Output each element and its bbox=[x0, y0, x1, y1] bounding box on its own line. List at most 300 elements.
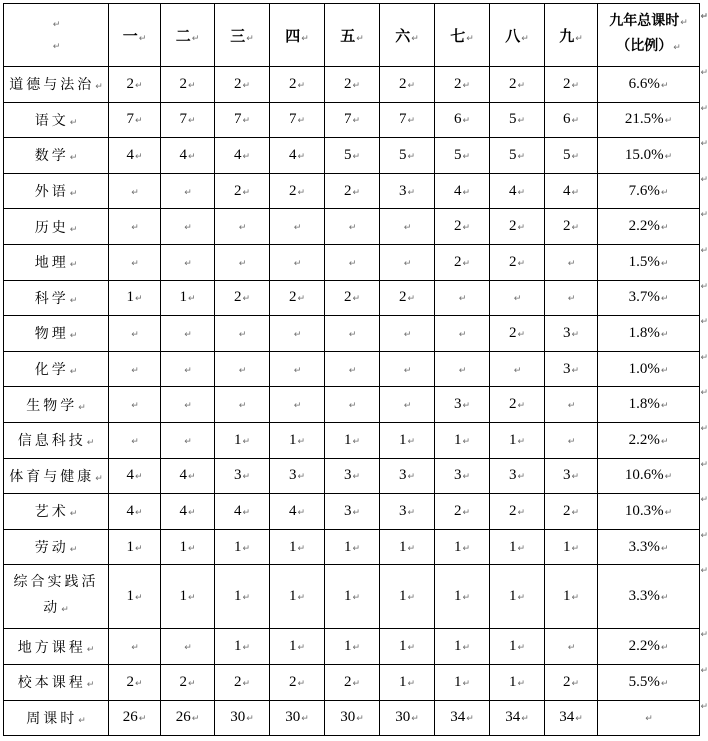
weekly-hours-cell bbox=[215, 280, 270, 316]
weekly-hours-value: 1 ↵ bbox=[563, 539, 579, 555]
ratio-value: 21.5% ↵ bbox=[625, 111, 672, 127]
weekly-hours-value: 4 ↵ bbox=[126, 147, 142, 163]
weekly-hours-cell bbox=[490, 422, 545, 458]
weekly-hours-value bbox=[348, 218, 357, 234]
weekly-hours-value bbox=[238, 254, 247, 270]
ratio-value: 1.8% ↵ bbox=[629, 325, 669, 341]
weekly-hours-cell bbox=[161, 664, 215, 700]
grade-header bbox=[109, 4, 161, 67]
table-row bbox=[4, 102, 700, 138]
weekly-hours-cell bbox=[270, 664, 325, 700]
weekly-hours-cell bbox=[545, 280, 598, 316]
weekly-hours-value bbox=[348, 361, 357, 377]
weekly-hours-value bbox=[130, 638, 139, 654]
weekly-hours-cell bbox=[490, 458, 545, 494]
weekly-hours-cell bbox=[270, 138, 325, 174]
subject-name: 综合实践活动 ↵ bbox=[14, 575, 99, 616]
grade-label: 八 ↵ bbox=[505, 29, 529, 45]
weekly-hours-cell bbox=[161, 458, 215, 494]
weekly-hours-cell bbox=[545, 244, 598, 280]
weekly-hours-cell bbox=[161, 316, 215, 352]
ratio-value: 10.6% ↵ bbox=[625, 467, 672, 483]
weekly-hours-value bbox=[567, 638, 576, 654]
ratio-cell bbox=[598, 494, 700, 530]
grade-header bbox=[435, 4, 490, 67]
weekly-hours-cell bbox=[325, 629, 380, 665]
ratio-value: 1.0% ↵ bbox=[629, 361, 669, 377]
grade-label: 六 ↵ bbox=[395, 29, 419, 45]
weekly-hours-value: 1 ↵ bbox=[509, 638, 525, 654]
subject-name: 道德与法治 ↵ bbox=[9, 78, 103, 93]
weekly-hours-cell bbox=[545, 494, 598, 530]
weekly-hours-value bbox=[130, 432, 139, 448]
weekly-hours-value: 2 ↵ bbox=[344, 183, 360, 199]
weekly-hours-value: 2 ↵ bbox=[289, 183, 305, 199]
weekly-hours-cell bbox=[161, 67, 215, 103]
table-row bbox=[4, 173, 700, 209]
curriculum-hours-table bbox=[3, 3, 700, 736]
weekly-hours-cell bbox=[545, 664, 598, 700]
table-row bbox=[4, 700, 700, 736]
weekly-hours-cell bbox=[270, 529, 325, 565]
weekly-hours-value: 30 ↵ bbox=[285, 709, 309, 725]
ratio-value: 1.5% ↵ bbox=[629, 254, 669, 270]
weekly-hours-cell bbox=[325, 316, 380, 352]
grade-header bbox=[270, 4, 325, 67]
weekly-hours-value bbox=[183, 638, 192, 654]
grade-label: 七 ↵ bbox=[450, 29, 474, 45]
weekly-hours-value: 4 ↵ bbox=[126, 467, 142, 483]
weekly-hours-value: 1 ↵ bbox=[234, 638, 250, 654]
weekly-hours-value: 1 ↵ bbox=[454, 638, 470, 654]
weekly-hours-cell bbox=[325, 209, 380, 245]
weekly-hours-cell bbox=[380, 173, 435, 209]
weekly-hours-cell bbox=[380, 102, 435, 138]
weekly-hours-cell bbox=[380, 138, 435, 174]
weekly-hours-cell bbox=[161, 529, 215, 565]
weekly-hours-value: 7 ↵ bbox=[344, 111, 360, 127]
weekly-hours-value: 3 ↵ bbox=[563, 467, 579, 483]
weekly-hours-value bbox=[238, 325, 247, 341]
weekly-hours-value: 3 ↵ bbox=[509, 467, 525, 483]
weekly-hours-value: 2 ↵ bbox=[454, 503, 470, 519]
weekly-hours-value: 4 ↵ bbox=[234, 147, 250, 163]
row-end-mark bbox=[700, 175, 708, 185]
weekly-hours-cell bbox=[545, 700, 598, 736]
row-end-mark bbox=[700, 353, 708, 363]
weekly-hours-cell bbox=[490, 494, 545, 530]
weekly-hours-cell bbox=[490, 351, 545, 387]
weekly-hours-value: 3 ↵ bbox=[344, 503, 360, 519]
weekly-hours-value bbox=[403, 218, 412, 234]
weekly-hours-value: 3 ↵ bbox=[344, 467, 360, 483]
weekly-hours-cell bbox=[161, 351, 215, 387]
weekly-hours-value bbox=[567, 432, 576, 448]
weekly-hours-cell bbox=[490, 565, 545, 629]
weekly-hours-value: 1 ↵ bbox=[344, 539, 360, 555]
weekly-hours-cell bbox=[270, 102, 325, 138]
weekly-hours-cell bbox=[109, 458, 161, 494]
weekly-hours-value: 2 ↵ bbox=[179, 674, 195, 690]
weekly-hours-value: 2 ↵ bbox=[563, 503, 579, 519]
weekly-hours-cell bbox=[545, 316, 598, 352]
weekly-hours-value: 1 ↵ bbox=[289, 588, 305, 604]
weekly-hours-value: 3 ↵ bbox=[234, 467, 250, 483]
subject-name: 历史 ↵ bbox=[35, 221, 78, 236]
table-row bbox=[4, 244, 700, 280]
weekly-hours-cell bbox=[325, 458, 380, 494]
weekly-hours-cell bbox=[109, 565, 161, 629]
weekly-hours-cell bbox=[325, 387, 380, 423]
weekly-hours-cell bbox=[545, 565, 598, 629]
weekly-hours-value: 2 ↵ bbox=[234, 183, 250, 199]
weekly-hours-cell bbox=[435, 244, 490, 280]
weekly-hours-cell bbox=[161, 422, 215, 458]
weekly-hours-value: 34 ↵ bbox=[450, 709, 474, 725]
header-row bbox=[4, 4, 700, 67]
weekly-hours-value bbox=[403, 254, 412, 270]
weekly-hours-value: 1 ↵ bbox=[399, 638, 415, 654]
weekly-hours-cell bbox=[161, 387, 215, 423]
weekly-hours-value bbox=[130, 361, 139, 377]
weekly-hours-value bbox=[130, 325, 139, 341]
weekly-hours-value bbox=[403, 396, 412, 412]
grade-label: 一 ↵ bbox=[123, 29, 147, 45]
row-end-mark bbox=[700, 68, 708, 78]
weekly-hours-cell bbox=[380, 629, 435, 665]
weekly-hours-value: 2 ↵ bbox=[509, 76, 525, 92]
ratio-value: 5.5% ↵ bbox=[629, 674, 669, 690]
table-row bbox=[4, 529, 700, 565]
weekly-hours-value: 1 ↵ bbox=[454, 539, 470, 555]
weekly-hours-value: 1 ↵ bbox=[454, 588, 470, 604]
weekly-hours-cell bbox=[109, 280, 161, 316]
weekly-hours-cell bbox=[435, 173, 490, 209]
weekly-hours-cell bbox=[490, 138, 545, 174]
weekly-hours-cell bbox=[215, 67, 270, 103]
ratio-value bbox=[644, 709, 653, 725]
weekly-hours-value: 5 ↵ bbox=[563, 147, 579, 163]
grade-header bbox=[161, 4, 215, 67]
weekly-hours-cell bbox=[161, 102, 215, 138]
weekly-hours-value: 6 ↵ bbox=[563, 111, 579, 127]
weekly-hours-value: 2 ↵ bbox=[454, 218, 470, 234]
grade-header bbox=[490, 4, 545, 67]
weekly-hours-value: 4 ↵ bbox=[179, 503, 195, 519]
weekly-hours-cell bbox=[109, 209, 161, 245]
weekly-hours-value: 3 ↵ bbox=[399, 467, 415, 483]
weekly-hours-cell bbox=[380, 458, 435, 494]
weekly-hours-value: 7 ↵ bbox=[234, 111, 250, 127]
weekly-hours-cell bbox=[161, 209, 215, 245]
weekly-hours-value: 26 ↵ bbox=[123, 709, 147, 725]
ratio-value: 3.3% ↵ bbox=[629, 588, 669, 604]
weekly-hours-value: 34 ↵ bbox=[559, 709, 583, 725]
weekly-hours-cell bbox=[490, 700, 545, 736]
ratio-cell bbox=[598, 316, 700, 352]
ratio-value: 3.7% ↵ bbox=[629, 289, 669, 305]
row-end-mark bbox=[700, 246, 708, 256]
weekly-hours-value bbox=[348, 325, 357, 341]
weekly-hours-value: 1 ↵ bbox=[509, 674, 525, 690]
weekly-hours-value: 1 ↵ bbox=[126, 289, 142, 305]
weekly-hours-cell bbox=[161, 280, 215, 316]
weekly-hours-value: 5 ↵ bbox=[454, 147, 470, 163]
weekly-hours-cell bbox=[270, 316, 325, 352]
weekly-hours-value: 2 ↵ bbox=[563, 76, 579, 92]
weekly-hours-value: 4 ↵ bbox=[126, 503, 142, 519]
ratio-value: 2.2% ↵ bbox=[629, 218, 669, 234]
subject-cell bbox=[4, 700, 109, 736]
total-hours-label: 九年总课时 ↵ bbox=[600, 10, 697, 35]
weekly-hours-value bbox=[238, 361, 247, 377]
weekly-hours-value: 2 ↵ bbox=[179, 76, 195, 92]
ratio-value: 3.3% ↵ bbox=[629, 539, 669, 555]
weekly-hours-cell bbox=[545, 387, 598, 423]
table-row bbox=[4, 458, 700, 494]
weekly-hours-value: 4 ↵ bbox=[179, 467, 195, 483]
subject-name: 校本课程 ↵ bbox=[18, 676, 95, 691]
grade-label: 四 ↵ bbox=[285, 29, 309, 45]
weekly-hours-cell bbox=[270, 494, 325, 530]
weekly-hours-cell bbox=[435, 67, 490, 103]
weekly-hours-cell bbox=[490, 173, 545, 209]
weekly-hours-cell bbox=[109, 173, 161, 209]
row-end-mark bbox=[700, 210, 708, 220]
row-end-mark bbox=[700, 424, 708, 434]
subject-cell bbox=[4, 244, 109, 280]
weekly-hours-cell bbox=[435, 494, 490, 530]
weekly-hours-cell bbox=[109, 700, 161, 736]
weekly-hours-cell bbox=[380, 209, 435, 245]
weekly-hours-cell bbox=[380, 565, 435, 629]
weekly-hours-cell bbox=[215, 565, 270, 629]
weekly-hours-value: 3 ↵ bbox=[289, 467, 305, 483]
weekly-hours-value bbox=[348, 396, 357, 412]
weekly-hours-cell bbox=[435, 458, 490, 494]
weekly-hours-value: 2 ↵ bbox=[126, 76, 142, 92]
weekly-hours-value: 2 ↵ bbox=[344, 76, 360, 92]
weekly-hours-cell bbox=[435, 565, 490, 629]
weekly-hours-cell bbox=[490, 387, 545, 423]
subject-name: 艺术 ↵ bbox=[35, 505, 78, 520]
weekly-hours-cell bbox=[215, 700, 270, 736]
weekly-hours-value: 2 ↵ bbox=[234, 674, 250, 690]
weekly-hours-cell bbox=[325, 664, 380, 700]
table-row bbox=[4, 664, 700, 700]
weekly-hours-cell bbox=[435, 209, 490, 245]
weekly-hours-cell bbox=[270, 351, 325, 387]
weekly-hours-value: 1 ↵ bbox=[399, 539, 415, 555]
row-end-mark bbox=[700, 630, 708, 640]
weekly-hours-value: 2 ↵ bbox=[126, 674, 142, 690]
weekly-hours-value: 1 ↵ bbox=[179, 588, 195, 604]
weekly-hours-cell bbox=[490, 209, 545, 245]
weekly-hours-cell bbox=[435, 387, 490, 423]
ratio-cell bbox=[598, 138, 700, 174]
subject-name: 劳动 ↵ bbox=[35, 541, 78, 556]
total-hours-header bbox=[598, 4, 700, 67]
weekly-hours-cell bbox=[270, 209, 325, 245]
weekly-hours-value: 7 ↵ bbox=[399, 111, 415, 127]
grade-header bbox=[380, 4, 435, 67]
weekly-hours-cell bbox=[215, 494, 270, 530]
weekly-hours-cell bbox=[380, 67, 435, 103]
weekly-hours-cell bbox=[380, 351, 435, 387]
weekly-hours-cell bbox=[161, 629, 215, 665]
row-end-mark bbox=[700, 566, 708, 576]
weekly-hours-cell bbox=[380, 422, 435, 458]
subject-cell bbox=[4, 565, 109, 629]
weekly-hours-value: 2 ↵ bbox=[344, 289, 360, 305]
weekly-hours-cell bbox=[545, 173, 598, 209]
weekly-hours-cell bbox=[545, 209, 598, 245]
weekly-hours-value: 2 ↵ bbox=[399, 289, 415, 305]
weekly-hours-value: 1 ↵ bbox=[234, 432, 250, 448]
weekly-hours-value: 1 ↵ bbox=[234, 588, 250, 604]
row-end-mark bbox=[700, 317, 708, 327]
weekly-hours-value: 5 ↵ bbox=[509, 147, 525, 163]
weekly-hours-value: 2 ↵ bbox=[509, 218, 525, 234]
row-end-mark bbox=[700, 5, 708, 29]
weekly-hours-value bbox=[293, 361, 302, 377]
weekly-hours-value: 2 ↵ bbox=[563, 218, 579, 234]
weekly-hours-value bbox=[513, 361, 522, 377]
weekly-hours-cell bbox=[215, 244, 270, 280]
ratio-value: 15.0% ↵ bbox=[625, 147, 672, 163]
weekly-hours-cell bbox=[325, 422, 380, 458]
ratio-value: 6.6% ↵ bbox=[629, 76, 669, 92]
weekly-hours-cell bbox=[490, 316, 545, 352]
ratio-cell bbox=[598, 458, 700, 494]
weekly-hours-cell bbox=[380, 316, 435, 352]
weekly-hours-cell bbox=[215, 351, 270, 387]
weekly-hours-cell bbox=[435, 280, 490, 316]
weekly-hours-cell bbox=[435, 316, 490, 352]
weekly-hours-cell bbox=[380, 280, 435, 316]
weekly-hours-value: 6 ↵ bbox=[454, 111, 470, 127]
ratio-cell bbox=[598, 664, 700, 700]
table-row bbox=[4, 422, 700, 458]
weekly-hours-value bbox=[130, 218, 139, 234]
weekly-hours-value: 2 ↵ bbox=[454, 76, 470, 92]
weekly-hours-cell bbox=[270, 458, 325, 494]
weekly-hours-value: 5 ↵ bbox=[399, 147, 415, 163]
weekly-hours-value: 2 ↵ bbox=[509, 325, 525, 341]
weekly-hours-value: 2 ↵ bbox=[289, 289, 305, 305]
weekly-hours-value bbox=[293, 396, 302, 412]
table-body bbox=[4, 67, 700, 736]
ratio-cell bbox=[598, 67, 700, 103]
weekly-hours-cell bbox=[161, 244, 215, 280]
row-end-mark bbox=[700, 495, 708, 505]
weekly-hours-cell bbox=[161, 700, 215, 736]
weekly-hours-cell bbox=[435, 664, 490, 700]
weekly-hours-value: 2 ↵ bbox=[289, 76, 305, 92]
subject-name: 体育与健康 ↵ bbox=[9, 470, 103, 485]
weekly-hours-value: 4 ↵ bbox=[454, 183, 470, 199]
weekly-hours-value bbox=[403, 361, 412, 377]
subject-cell bbox=[4, 173, 109, 209]
weekly-hours-cell bbox=[109, 529, 161, 565]
ratio-cell bbox=[598, 209, 700, 245]
weekly-hours-cell bbox=[109, 351, 161, 387]
weekly-hours-cell bbox=[380, 387, 435, 423]
weekly-hours-value: 3 ↵ bbox=[454, 467, 470, 483]
weekly-hours-value: 7 ↵ bbox=[289, 111, 305, 127]
weekly-hours-cell bbox=[215, 102, 270, 138]
subject-name: 地理 ↵ bbox=[35, 256, 78, 271]
weekly-hours-cell bbox=[215, 458, 270, 494]
subject-cell bbox=[4, 664, 109, 700]
weekly-hours-value: 30 ↵ bbox=[340, 709, 364, 725]
row-end-mark bbox=[700, 460, 708, 470]
weekly-hours-value: 7 ↵ bbox=[179, 111, 195, 127]
row-end-mark bbox=[700, 282, 708, 292]
weekly-hours-value: 4 ↵ bbox=[563, 183, 579, 199]
weekly-hours-value: 3 ↵ bbox=[454, 396, 470, 412]
weekly-hours-value bbox=[130, 254, 139, 270]
weekly-hours-value bbox=[403, 325, 412, 341]
paragraph-mark bbox=[6, 13, 106, 35]
table-row bbox=[4, 280, 700, 316]
subject-name: 信息科技 ↵ bbox=[18, 434, 95, 449]
weekly-hours-value: 1 ↵ bbox=[126, 539, 142, 555]
weekly-hours-value: 1 ↵ bbox=[289, 539, 305, 555]
ratio-value: 7.6% ↵ bbox=[629, 183, 669, 199]
grade-label: 二 ↵ bbox=[176, 29, 200, 45]
ratio-value: 2.2% ↵ bbox=[629, 638, 669, 654]
weekly-hours-value: 30 ↵ bbox=[395, 709, 419, 725]
weekly-hours-cell bbox=[435, 529, 490, 565]
weekly-hours-cell bbox=[109, 316, 161, 352]
weekly-hours-value bbox=[458, 325, 467, 341]
ratio-cell bbox=[598, 351, 700, 387]
weekly-hours-cell bbox=[270, 67, 325, 103]
weekly-hours-cell bbox=[545, 422, 598, 458]
table-row bbox=[4, 565, 700, 629]
subject-cell bbox=[4, 422, 109, 458]
weekly-hours-cell bbox=[109, 422, 161, 458]
weekly-hours-cell bbox=[215, 138, 270, 174]
ratio-cell bbox=[598, 529, 700, 565]
subject-cell bbox=[4, 316, 109, 352]
weekly-hours-value: 7 ↵ bbox=[126, 111, 142, 127]
weekly-hours-value: 1 ↵ bbox=[234, 539, 250, 555]
weekly-hours-cell bbox=[109, 67, 161, 103]
subject-name: 生物学 ↵ bbox=[26, 399, 86, 414]
weekly-hours-value: 1 ↵ bbox=[344, 638, 360, 654]
ratio-cell bbox=[598, 244, 700, 280]
weekly-hours-value bbox=[183, 183, 192, 199]
weekly-hours-cell bbox=[161, 494, 215, 530]
table-row bbox=[4, 316, 700, 352]
weekly-hours-cell bbox=[215, 529, 270, 565]
weekly-hours-cell bbox=[215, 422, 270, 458]
weekly-hours-cell bbox=[325, 700, 380, 736]
weekly-hours-cell bbox=[380, 494, 435, 530]
weekly-hours-cell bbox=[490, 664, 545, 700]
weekly-hours-cell bbox=[490, 529, 545, 565]
weekly-hours-cell bbox=[435, 351, 490, 387]
weekly-hours-value: 1 ↵ bbox=[399, 674, 415, 690]
weekly-hours-cell bbox=[490, 102, 545, 138]
subject-name: 语文 ↵ bbox=[35, 114, 78, 129]
weekly-hours-value: 5 ↵ bbox=[344, 147, 360, 163]
weekly-hours-value: 1 ↵ bbox=[289, 638, 305, 654]
subject-cell bbox=[4, 102, 109, 138]
weekly-hours-cell bbox=[270, 700, 325, 736]
